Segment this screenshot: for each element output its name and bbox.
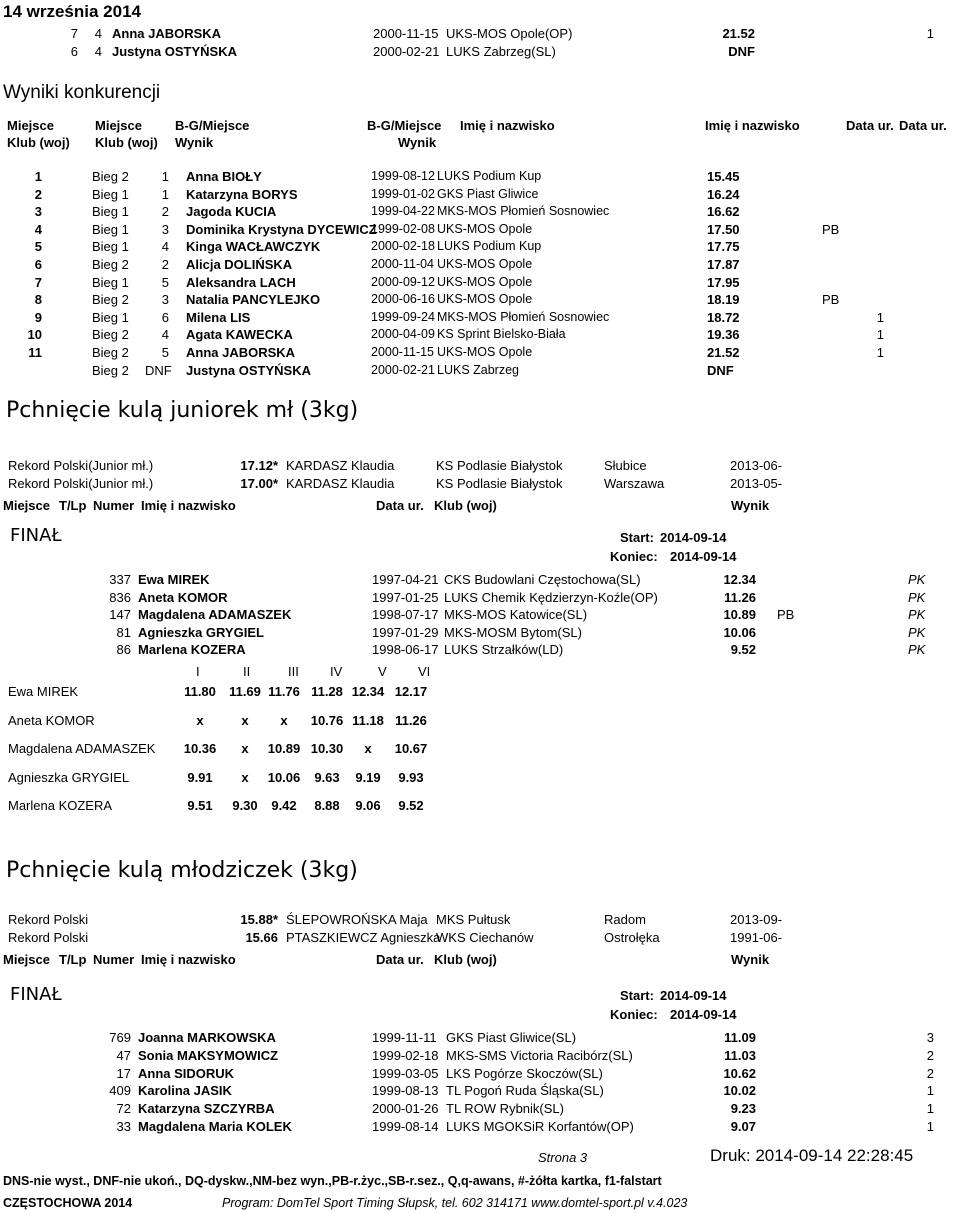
attempt-col-header: III <box>288 664 299 679</box>
event1-final-label: FINAŁ <box>10 525 62 546</box>
row-birth-date: 1999-01-02 <box>371 186 435 201</box>
row-club: UKS-MOS Opole <box>437 274 533 289</box>
event1-start-date: 2014-09-14 <box>660 530 727 545</box>
row-bib: 836 <box>109 589 131 605</box>
row-birth-date: 2000-01-26 <box>372 1101 439 1117</box>
row-bib: 33 <box>116 1119 131 1134</box>
row-heat: Bieg 1 <box>92 221 129 237</box>
row-athlete-name: Milena LIS <box>186 309 251 325</box>
row-result: 10.89 <box>723 607 756 623</box>
row-result: 16.62 <box>707 204 740 220</box>
row-lane: 4 <box>94 44 102 59</box>
record-holder: PTASZKIEWCZ Agnieszka <box>286 930 441 945</box>
record-date: 2013-05- <box>730 476 783 491</box>
row-birth-date: 2000-02-21 <box>373 44 440 59</box>
col-imie: Imię i nazwisko <box>141 498 236 513</box>
col-dataur: Data ur. <box>376 498 424 513</box>
row-birth-date: 1998-07-17 <box>372 607 439 623</box>
row-points: PK <box>908 572 926 587</box>
row-note: PB <box>822 292 840 308</box>
event2-start-label: Start: <box>620 988 654 1003</box>
attempt-col-header: IV <box>330 664 343 679</box>
row-result: 16.24 <box>707 186 740 202</box>
row-athlete-name: Kinga WACŁAWCZYK <box>186 239 321 255</box>
row-athlete-name: Marlena KOZERA <box>138 642 246 658</box>
col-tlp: T/Lp <box>59 952 87 967</box>
row-athlete-name: Magdalena ADAMASZEK <box>138 607 292 623</box>
competition-title: Wyniki konkurencji <box>3 82 161 103</box>
col-wynik: Wynik <box>731 952 770 967</box>
row-club: UKS-MOS Opole <box>437 257 533 271</box>
attempt-col-header: VI <box>418 664 431 679</box>
row-place: 8 <box>34 292 42 308</box>
row-result: DNF <box>728 44 755 59</box>
row-heat-place: 2 <box>161 257 169 272</box>
row-bib: 72 <box>116 1101 131 1117</box>
row-athlete-name: Alicja DOLIŃSKA <box>186 257 293 272</box>
row-club: MKS-MOSM Bytom(SL) <box>444 624 582 640</box>
row-club: GKS Piast Gliwice <box>437 186 539 201</box>
print-timestamp: Druk: 2014-09-14 22:28:45 <box>710 1146 914 1165</box>
row-result: 11.03 <box>724 1047 756 1063</box>
row-result: 12.34 <box>723 572 756 587</box>
attempt-value: 12.34 <box>351 684 385 699</box>
attempt-value: 11.28 <box>311 684 343 699</box>
footer-legend: DNS-nie wyst., DNF-nie ukoń., DQ-dyskw.,NM-bez wyn.,PB-r.życ.,SB-r.sez., Q,q-awans, #-żółta kartka, f1-falstart <box>3 1174 662 1188</box>
row-athlete-name: Anna BIOŁY <box>186 169 262 184</box>
row-athlete-name: Jagoda KUCIA <box>186 204 277 220</box>
record-value: 17.00* <box>240 476 278 491</box>
row-heat: Bieg 1 <box>92 309 129 325</box>
event2-end-date: 2014-09-14 <box>670 1007 737 1022</box>
col-bg: B-G/Miejsce <box>175 118 250 133</box>
row-result: 9.23 <box>730 1101 756 1117</box>
row-athlete-name: Justyna OSTYŃSKA <box>112 44 237 59</box>
row-result: 18.72 <box>707 309 740 325</box>
row-result: 17.95 <box>707 274 740 290</box>
attempt-value: 10.89 <box>267 741 301 757</box>
col-wynik: Wynik <box>175 135 214 150</box>
attempt-value: x <box>241 741 249 757</box>
row-birth-date: 1997-04-21 <box>372 572 439 587</box>
row-athlete-name: Anna JABORSKA <box>112 26 222 41</box>
row-place: 7 <box>34 274 42 290</box>
row-result: 15.45 <box>707 169 740 184</box>
col-wynik2: Wynik <box>398 135 437 150</box>
row-athlete-name: Agnieszka GRYGIEL <box>138 624 264 640</box>
record-value: 17.12* <box>240 458 278 473</box>
row-bib: 17 <box>116 1065 131 1081</box>
row-bib: 86 <box>116 642 131 658</box>
row-heat-place: 5 <box>161 345 169 360</box>
attempt-value: x <box>280 712 288 728</box>
row-birth-date: 1999-03-05 <box>372 1065 439 1081</box>
row-birth-date: 2000-11-15 <box>373 26 439 41</box>
row-birth-date: 1998-06-17 <box>372 642 439 658</box>
page-number: Strona 3 <box>538 1150 588 1165</box>
row-athlete-name: Katarzyna SZCZYRBA <box>138 1101 275 1117</box>
row-points: 1 <box>926 26 934 41</box>
col-imie: Imię i nazwisko <box>141 952 236 967</box>
row-result: 21.52 <box>722 26 755 41</box>
row-place: 5 <box>34 239 42 255</box>
row-result: 17.50 <box>707 221 740 237</box>
attempt-value: x <box>196 712 204 728</box>
row-place: 10 <box>27 327 42 343</box>
record-label: Rekord Polski(Junior mł.) <box>8 476 154 491</box>
row-club: MKS-SMS Victoria Racibórz(SL) <box>446 1047 633 1063</box>
row-birth-date: 1999-08-12 <box>371 169 435 183</box>
row-birth-date: 2000-04-09 <box>371 327 435 342</box>
record-label: Rekord Polski <box>8 912 89 927</box>
event2-end-label: Koniec: <box>610 1007 658 1022</box>
row-result: 17.87 <box>707 257 740 272</box>
row-heat-place: 2 <box>161 204 169 220</box>
attempt-value: 10.36 <box>183 741 217 757</box>
row-birth-date: 1999-09-24 <box>371 309 435 324</box>
col-miejsce: Miejsce <box>7 118 54 133</box>
row-place: 6 <box>34 257 42 272</box>
row-result: 18.19 <box>707 292 740 308</box>
row-club: MKS-MOS Płomień Sosnowiec <box>437 309 610 324</box>
attempt-value: 10.06 <box>267 769 301 785</box>
attempt-value: 9.91 <box>187 769 213 785</box>
page-date: 14 września 2014 <box>3 2 141 21</box>
attempt-athlete-name: Aneta KOMOR <box>8 712 95 728</box>
row-athlete-name: Karolina JASIK <box>138 1083 232 1099</box>
attempt-value: 9.19 <box>355 769 381 785</box>
row-birth-date: 1997-01-25 <box>372 589 439 605</box>
row-heat: Bieg 2 <box>92 257 129 272</box>
event1-start-label: Start: <box>620 530 654 545</box>
row-bib: 47 <box>116 1047 131 1063</box>
row-lane: 4 <box>94 26 102 41</box>
row-heat: Bieg 2 <box>92 362 129 378</box>
row-birth-date: 1999-04-22 <box>371 204 435 219</box>
row-club: TL Pogoń Ruda Śląska(SL) <box>446 1083 604 1099</box>
row-place: 11 <box>28 345 42 360</box>
record-place: Radom <box>604 912 646 927</box>
row-result: 11.09 <box>724 1030 756 1045</box>
row-bib: 81 <box>116 624 131 640</box>
row-club: KS Sprint Bielsko-Biała <box>437 327 566 342</box>
attempt-col-header: V <box>378 664 387 679</box>
attempt-value: 10.76 <box>310 712 344 728</box>
attempt-value: x <box>364 741 372 757</box>
attempt-athlete-name: Agnieszka GRYGIEL <box>8 769 130 785</box>
row-points: 1 <box>876 345 884 360</box>
row-points: PK <box>908 607 926 623</box>
row-note: PB <box>822 221 840 237</box>
attempt-col-header: II <box>243 664 251 679</box>
record-date: 1991-06- <box>730 930 783 945</box>
row-birth-date: 1999-02-18 <box>372 1047 439 1063</box>
record-holder: ŚLEPOWROŃSKA Maja <box>286 912 428 927</box>
row-birth-date: 2000-11-04 <box>371 257 435 271</box>
row-birth-date: 2000-09-12 <box>371 274 435 289</box>
row-athlete-name: Agata KAWECKA <box>186 327 293 343</box>
attempt-value: 10.67 <box>394 741 428 757</box>
footer-program: Program: DomTel Sport Timing Słupsk, tel. 602 314171 www.domtel-sport.pl v.4.023 <box>222 1196 688 1210</box>
row-place: 9 <box>34 309 42 325</box>
row-points: 1 <box>926 1083 934 1099</box>
col-klub2: Klub (woj) <box>95 135 158 150</box>
row-club: LKS Pogórze Skoczów(SL) <box>446 1065 603 1081</box>
row-heat: Bieg 2 <box>92 292 129 308</box>
event1-title: Pchnięcie kulą juniorek mł (3kg) <box>6 398 359 423</box>
row-result: 9.52 <box>730 642 756 658</box>
row-athlete-name: Natalia PANCYLEJKO <box>186 292 321 308</box>
attempt-value: 9.63 <box>314 769 340 785</box>
record-club: MKS Pułtusk <box>436 912 511 927</box>
row-club: LUKS Zabrzeg(SL) <box>446 44 556 59</box>
row-place: 6 <box>70 44 78 59</box>
event1-end-label: Koniec: <box>610 549 658 564</box>
row-bib: 337 <box>109 572 131 587</box>
row-club: LUKS Podium Kup <box>437 239 542 254</box>
row-result: 10.06 <box>723 624 756 640</box>
col-dataur2: Data ur. <box>899 118 947 133</box>
row-bib: 769 <box>109 1030 131 1045</box>
row-club: LUKS Chemik Kędzierzyn-Koźle(OP) <box>444 589 658 605</box>
attempt-value: x <box>241 712 249 728</box>
row-athlete-name: Ewa MIREK <box>138 572 210 587</box>
row-heat-place: 4 <box>161 327 169 343</box>
attempt-value: 11.18 <box>352 712 384 728</box>
col-klub: Klub (woj) <box>434 498 497 513</box>
row-place: 4 <box>34 221 42 237</box>
col-miejsce: Miejsce <box>3 952 50 967</box>
attempt-value: 12.17 <box>394 684 428 699</box>
row-heat-place: 3 <box>161 292 169 308</box>
row-heat: Bieg 1 <box>92 239 129 255</box>
row-result: 10.62 <box>723 1065 756 1081</box>
row-place: 2 <box>34 186 42 202</box>
row-club: LUKS Podium Kup <box>437 169 542 183</box>
row-points: 1 <box>876 327 884 343</box>
row-heat-place: 3 <box>161 221 169 237</box>
row-birth-date: 1999-02-08 <box>371 221 435 236</box>
row-points: 1 <box>926 1101 934 1117</box>
record-value: 15.66 <box>245 930 278 945</box>
row-athlete-name: Aneta KOMOR <box>138 589 228 605</box>
row-athlete-name: Magdalena Maria KOLEK <box>138 1119 292 1134</box>
attempt-col-header: I <box>196 664 200 679</box>
row-result: 10.02 <box>723 1083 756 1099</box>
attempt-value: 9.30 <box>232 798 258 814</box>
record-value: 15.88* <box>240 912 278 927</box>
attempt-value: 11.76 <box>268 684 300 699</box>
row-club: TL ROW Rybnik(SL) <box>446 1101 564 1117</box>
row-bib: 409 <box>109 1083 131 1099</box>
row-result: 19.36 <box>707 327 740 343</box>
row-club: MKS-MOS Płomień Sosnowiec <box>437 204 610 219</box>
attempt-value: 8.88 <box>314 798 340 814</box>
row-athlete-name: Anna SIDORUK <box>138 1065 235 1081</box>
record-date: 2013-09- <box>730 912 783 927</box>
row-athlete-name: Joanna MARKOWSKA <box>138 1030 276 1045</box>
attempt-athlete-name: Ewa MIREK <box>8 684 79 699</box>
col-imie2: Imię i nazwisko <box>705 118 800 133</box>
row-birth-date: 2000-06-16 <box>371 292 435 307</box>
record-label: Rekord Polski(Junior mł.) <box>8 458 154 473</box>
row-heat: Bieg 1 <box>92 204 129 220</box>
row-heat-place: 4 <box>161 239 169 255</box>
record-holder: KARDASZ Klaudia <box>286 458 395 473</box>
col-miejsce: Miejsce <box>3 498 50 513</box>
row-club: GKS Piast Gliwice(SL) <box>446 1030 577 1045</box>
row-note: PB <box>777 607 795 623</box>
row-heat: Bieg 1 <box>92 274 129 290</box>
row-heat: Bieg 2 <box>92 169 129 184</box>
attempt-value: 9.93 <box>398 769 424 785</box>
row-athlete-name: Katarzyna BORYS <box>186 186 298 202</box>
row-points: 3 <box>926 1030 934 1045</box>
attempt-value: 11.26 <box>395 712 427 728</box>
col-klub: Klub (woj) <box>7 135 70 150</box>
record-date: 2013-06- <box>730 458 783 473</box>
col-numer: Numer <box>93 952 135 967</box>
footer-city: CZĘSTOCHOWA 2014 <box>3 1196 133 1210</box>
row-place: 1 <box>34 169 42 184</box>
row-points: PK <box>908 624 926 640</box>
record-club: WKS Ciechanów <box>436 930 534 945</box>
row-heat-place: 1 <box>161 169 169 184</box>
record-holder: KARDASZ Klaudia <box>286 476 395 491</box>
attempt-athlete-name: Marlena KOZERA <box>8 798 113 814</box>
record-label: Rekord Polski <box>8 930 89 945</box>
row-points: 1 <box>876 309 884 325</box>
row-points: 2 <box>926 1065 934 1081</box>
row-club: LUKS Strzałków(LD) <box>444 642 564 658</box>
attempt-value: 9.42 <box>271 798 297 814</box>
row-club: UKS-MOS Opole(OP) <box>446 26 573 41</box>
event1-end-date: 2014-09-14 <box>670 549 737 564</box>
attempt-value: 9.06 <box>355 798 381 814</box>
col-dataur: Data ur. <box>376 952 424 967</box>
row-birth-date: 2000-02-21 <box>371 362 435 377</box>
row-heat-place: 1 <box>161 186 169 202</box>
attempt-athlete-name: Magdalena ADAMASZEK <box>8 741 156 757</box>
row-athlete-name: Dominika Krystyna DYCEWICZ <box>186 221 377 237</box>
row-points: PK <box>908 589 926 605</box>
col-bg2: B-G/Miejsce <box>367 118 442 133</box>
attempt-value: 10.30 <box>310 741 344 757</box>
row-result: 17.75 <box>707 239 740 255</box>
row-bib: 147 <box>109 607 131 623</box>
col-numer: Numer <box>93 498 135 513</box>
record-club: KS Podlasie Białystok <box>436 476 563 491</box>
row-athlete-name: Aleksandra LACH <box>186 274 296 290</box>
col-klub: Klub (woj) <box>434 952 497 967</box>
row-club: UKS-MOS Opole <box>437 221 533 236</box>
row-birth-date: 1999-11-11 <box>372 1030 437 1045</box>
col-dataur: Data ur. <box>846 118 894 133</box>
row-place: 7 <box>70 26 78 41</box>
row-points: 1 <box>926 1119 934 1134</box>
row-heat-place: 5 <box>161 274 169 290</box>
record-club: KS Podlasie Białystok <box>436 458 563 473</box>
record-place: Słubice <box>604 458 647 473</box>
row-birth-date: 1999-08-14 <box>372 1119 439 1134</box>
col-tlp: T/Lp <box>59 498 87 513</box>
row-birth-date: 1997-01-29 <box>372 624 439 640</box>
row-result: 11.26 <box>724 589 756 605</box>
attempt-value: 9.52 <box>398 798 424 814</box>
row-heat: Bieg 2 <box>92 327 129 343</box>
col-wynik: Wynik <box>731 498 770 513</box>
attempt-value: 11.80 <box>184 684 216 699</box>
attempt-value: x <box>241 769 249 785</box>
attempt-value: 9.51 <box>187 798 213 814</box>
row-heat: Bieg 1 <box>92 186 129 202</box>
event2-final-label: FINAŁ <box>10 984 62 1005</box>
row-club: CKS Budowlani Częstochowa(SL) <box>444 572 641 587</box>
row-birth-date: 1999-08-13 <box>372 1083 439 1099</box>
row-birth-date: 2000-11-15 <box>371 345 435 359</box>
row-place: 3 <box>34 204 42 220</box>
row-result: DNF <box>707 362 734 378</box>
row-result: 9.07 <box>730 1119 756 1134</box>
row-club: LUKS Zabrzeg <box>437 362 519 377</box>
row-points: 2 <box>926 1047 934 1063</box>
event2-title: Pchnięcie kulą młodziczek (3kg) <box>6 858 358 883</box>
row-club: UKS-MOS Opole <box>437 292 533 307</box>
row-athlete-name: Sonia MAKSYMOWICZ <box>138 1047 279 1063</box>
attempt-value: 11.69 <box>229 684 261 699</box>
row-birth-date: 2000-02-18 <box>371 239 435 254</box>
col-miejsce2: Miejsce <box>95 118 142 133</box>
row-club: MKS-MOS Katowice(SL) <box>444 607 588 623</box>
row-heat: Bieg 2 <box>92 345 129 360</box>
row-points: PK <box>908 642 926 658</box>
record-place: Warszawa <box>604 476 665 491</box>
row-athlete-name: Justyna OSTYŃSKA <box>186 362 311 378</box>
event2-start-date: 2014-09-14 <box>660 988 727 1003</box>
row-heat-place: DNF <box>145 362 172 378</box>
row-result: 21.52 <box>707 345 740 360</box>
record-place: Ostrołęka <box>604 930 660 945</box>
row-club: LUKS MGOKSiR Korfantów(OP) <box>446 1119 634 1134</box>
row-heat-place: 6 <box>161 309 169 325</box>
row-club: UKS-MOS Opole <box>437 345 533 359</box>
row-athlete-name: Anna JABORSKA <box>186 345 296 360</box>
col-imie: Imię i nazwisko <box>460 118 555 133</box>
